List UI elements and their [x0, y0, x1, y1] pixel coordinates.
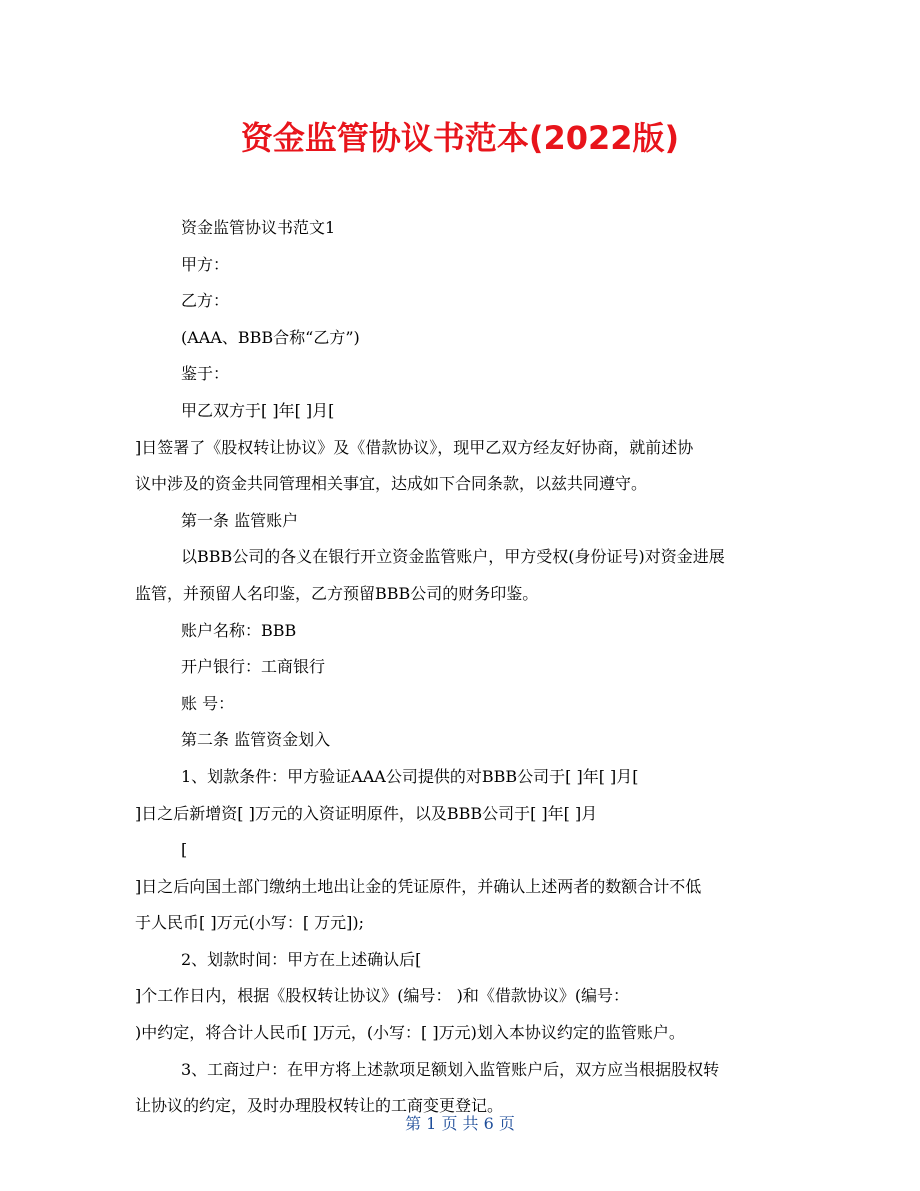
text-line: 乙方： [181, 291, 230, 311]
text-line: 第一条 监管账户 [181, 510, 299, 530]
text-line: ]日签署了《股权转让协议》及《借款协议》，现甲乙双方经友好协商，就前述协 [135, 437, 694, 457]
text-line: 监管，并预留人名印鉴，乙方预留BBB公司的财务印鉴。 [135, 583, 539, 603]
text-line: 开户银行：工商银行 [181, 657, 326, 677]
text-line: 以BBB公司的各义在银行开立资金监管账户，甲方受权(身份证号)对资金进展 [181, 547, 725, 567]
text-line: ]个工作日内，根据《股权转让协议》(编号： )和《借款协议》(编号： [135, 986, 630, 1006]
text-line: 甲方： [181, 254, 230, 274]
text-line: 账户名称：BBB [181, 620, 297, 640]
document-body [135, 210, 790, 1125]
text-line: 鉴于： [181, 364, 230, 384]
text-line: 账 号： [181, 693, 235, 713]
text-line: 让协议的约定，及时办理股权转让的工商变更登记。 [135, 1096, 504, 1116]
text-line: 3、工商过户：在甲方将上述款项足额划入监管账户后，双方应当根据股权转 [181, 1059, 720, 1079]
text-line: 1、划款条件：甲方验证AAA公司提供的对BBB公司于[ ]年[ ]月[ [181, 766, 639, 786]
text-line: 甲乙双方于[ ]年[ ]月[ [181, 400, 335, 420]
page-number: 第 1 页 共 6 页 [405, 1114, 515, 1133]
document-title: 资金监管协议书范本(2022版) [240, 119, 680, 157]
text-line: (AAA、BBB合称“乙方”) [181, 327, 360, 347]
text-line: 第二条 监管资金划入 [181, 730, 331, 750]
text-line: ]日之后新增资[ ]万元的入资证明原件，以及BBB公司于[ ]年[ ]月 [135, 803, 598, 823]
text-line: 于人民币[ ]万元(小写：[ 万元]); [135, 913, 365, 933]
text-line: 资金监管协议书范文1 [181, 218, 336, 237]
text-line: )中约定，将合计人民币[ ]万元，(小写：[ ]万元)划入本协议约定的监管账户。 [135, 1023, 685, 1043]
text-line: [ [181, 840, 188, 860]
text-line: 2、划款时间：甲方在上述确认后[ [181, 949, 422, 969]
text-line: 议中涉及的资金共同管理相关事宜，达成如下合同条款，以兹共同遵守。 [135, 474, 648, 494]
text-line: ]日之后向国土部门缴纳土地出让金的凭证原件，并确认上述两者的数额合计不低 [135, 876, 702, 896]
